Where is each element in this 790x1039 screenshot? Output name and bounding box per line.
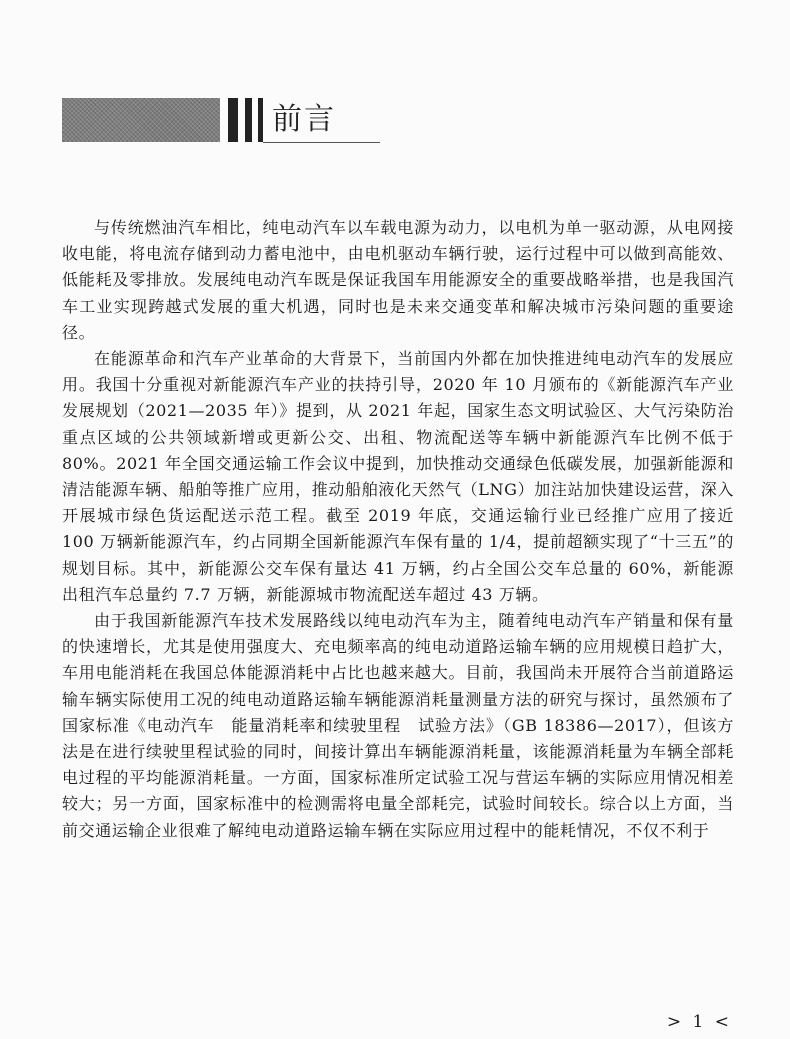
page-number: > 1 < [666, 1012, 732, 1032]
chapter-header [62, 98, 380, 144]
header-underline [263, 142, 380, 143]
header-bar [245, 98, 252, 142]
body-text [62, 215, 734, 844]
paragraph: 由于我国新能源汽车技术发展路线以纯电动汽车为主，随着纯电动汽车产销量和保有量的快速增长，尤其是使用强度大、充电频率高的纯电动道路运输车辆的应用规模日趋扩大，车用电能消耗在我国总体能源消耗中占比也越来越大。目前，我国尚未开展符合当前道路运输车辆实际使用工况的纯电动道路运输车辆能源消耗量测量方法的研究与探讨，虽然颁布了国家标准《电动汽车 能量消耗率和续驶里程 试验方法》（GB 18386—2017），但该方法是在进行续驶里程试验的同时，间接计算出车辆能源消耗量，该能源消耗量为车辆全部耗电过程的平均能源消耗量。一方面，国家标准所定试验工况与营运车辆的实际应用情况相差较大；另一方面，国家标准中的检测需将电量全部耗完，试验时间较长。综合以上方面，当前交通运输企业很难了解纯电动道路运输车辆在实际应用过程中的能耗情况，不仅不利于 [62, 611, 734, 840]
paragraph: 与传统燃油汽车相比，纯电动汽车以车载电源为动力，以电机为单一驱动源，从电网接收电能，将电流存储到动力蓄电池中，由电机驱动车辆行驶，运行过程中可以做到高能效、低能耗及零排放。发展纯电动汽车既是保证我国车用能源安全的重要战略举措，也是我国汽车工业实现跨越式发展的重大机遇，同时也是未来交通变革和解决城市污染问题的重要途径。 [62, 218, 734, 342]
chapter-title: 前言 [272, 102, 336, 137]
paragraph: 在能源革命和汽车产业革命的大背景下，当前国内外都在加快推进纯电动汽车的发展应用。我国十分重视对新能源汽车产业的扶持引导，2020 年 10 月颁布的《新能源汽车产业发展规划（2021—2035 年）》提到，从 2021 年起，国家生态文明试验区、大气污染防治重点区域的公共领域新增或更新公交、出租、物流配送等车辆中新能源汽车比例不低于 80%。2021 年全国交通运输工作会议中提到，加快推动交通绿色低碳发展，加强新能源和清洁能源车辆、船舶等推广应用，推动船舶液化天然气（LNG）加注站加快建设运营，深入开展城市绿色货运配送示范工程。截至 2019 年底，交通运输行业已经推广应用了接近 100 万辆新能源汽车，约占同期全国新能源汽车保有量的 1/4，提前超额实现了“十三五”的规划目标。其中，新能源公交车保有量达 41 万辆，约占全国公交车总量的 60%，新能源出租汽车总量约 7.7 万辆，新能源城市物流配送车超过 43 万辆。 [62, 349, 734, 604]
header-bar [228, 98, 238, 142]
header-bar [258, 98, 263, 142]
header-halftone-band [62, 98, 220, 142]
